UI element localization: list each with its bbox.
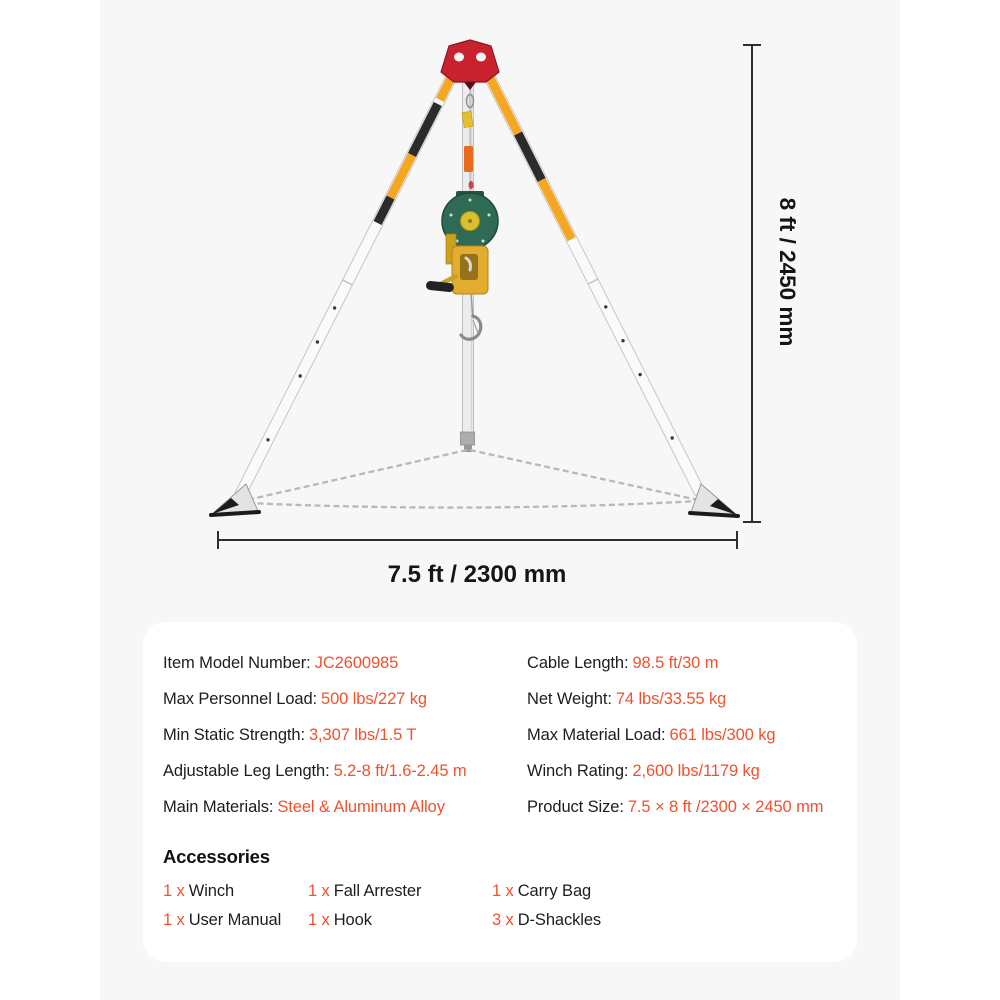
accessory-qty: 1 x [163, 911, 185, 929]
accessories-title: Accessories [163, 846, 270, 867]
width-dimension [218, 531, 737, 549]
spec-row-static-strength [163, 725, 527, 746]
accessory-carry-bag [492, 882, 837, 901]
spec-value: 5.2-8 ft/1.6-2.45 m [333, 762, 467, 780]
spec-row-material-load [527, 725, 837, 746]
accessory-qty: 1 x [163, 882, 185, 900]
left-leg [235, 68, 460, 498]
spec-value: Steel & Aluminum Alloy [277, 798, 445, 816]
accessory-name: Hook [333, 911, 372, 929]
spec-row-product-size [527, 797, 837, 818]
warning-tag [462, 111, 473, 127]
spec-label: Adjustable Leg Length: [163, 762, 330, 780]
accessories-grid [163, 882, 837, 930]
chain-clamp [461, 432, 475, 445]
stripe [412, 104, 438, 155]
height-dimension [743, 45, 761, 522]
head-hole [454, 53, 464, 62]
spec-label: Net Weight: [527, 690, 612, 708]
spec-value: JC2600985 [314, 654, 399, 672]
accessory-hook [308, 911, 492, 930]
stripe [490, 79, 496, 92]
height-dimension-label: 8 ft / 2450 mm [775, 197, 800, 347]
stripe [497, 91, 518, 133]
accessory-fall-arrester [308, 882, 492, 901]
spec-label: Cable Length: [527, 654, 629, 672]
spec-label: Min Static Strength: [163, 726, 305, 744]
spec-label: Max Material Load: [527, 726, 666, 744]
spec-value: 661 lbs/300 kg [669, 726, 776, 744]
spec-columns [163, 653, 837, 833]
spec-card [143, 622, 857, 962]
stripe [391, 155, 413, 198]
spec-row-net-weight [527, 689, 837, 710]
stripe [378, 198, 391, 224]
spec-value: 2,600 lbs/1179 kg [632, 762, 760, 780]
accessory-name: User Manual [188, 911, 282, 929]
spec-value: 3,307 lbs/1.5 T [308, 726, 417, 744]
spec-row-personnel-load [163, 689, 527, 710]
head-hole [476, 53, 486, 62]
spec-value: 500 lbs/227 kg [321, 690, 427, 708]
spec-label: Max Personnel Load: [163, 690, 318, 708]
width-dimension-label: 7.5 ft / 2300 mm [387, 561, 567, 588]
crank-handle [426, 276, 456, 292]
spec-label: Main Materials: [163, 798, 274, 816]
accessory-winch [163, 882, 308, 901]
spec-row-model [163, 653, 527, 674]
spec-row-materials [163, 797, 527, 818]
accessory-name: Fall Arrester [333, 882, 422, 900]
accessory-qty: 1 x [308, 911, 330, 929]
crank-grip [426, 281, 455, 293]
stripe [440, 79, 451, 100]
accessory-d-shackles [492, 911, 837, 930]
accessory-qty: 1 x [492, 882, 514, 900]
right-leg [481, 68, 705, 496]
orange-sticker [464, 146, 473, 172]
spec-value: 74 lbs/33.55 kg [615, 690, 727, 708]
rope-link [469, 181, 474, 189]
stripe [518, 134, 542, 181]
spec-value: 98.5 ft/30 m [632, 654, 719, 672]
foot-chain [247, 450, 699, 508]
spec-row-cable-length [527, 653, 837, 674]
accessory-user-manual [163, 911, 308, 930]
foot-left [211, 484, 259, 515]
spec-label: Product Size: [527, 798, 624, 816]
spec-row-leg-length [163, 761, 527, 782]
spec-column-left [163, 653, 527, 833]
accessory-name: D-Shackles [517, 911, 602, 929]
spec-value: 7.5 × 8 ft /2300 × 2450 mm [627, 798, 824, 816]
accessory-name: Winch [188, 882, 235, 900]
spec-label: Item Model Number: [163, 654, 311, 672]
accessory-qty: 1 x [308, 882, 330, 900]
stripe [542, 180, 572, 239]
spec-row-winch-rating [527, 761, 837, 782]
accessory-name: Carry Bag [517, 882, 592, 900]
spec-column-right [527, 653, 837, 833]
accessory-qty: 3 x [492, 911, 514, 929]
spec-label: Winch Rating: [527, 762, 629, 780]
